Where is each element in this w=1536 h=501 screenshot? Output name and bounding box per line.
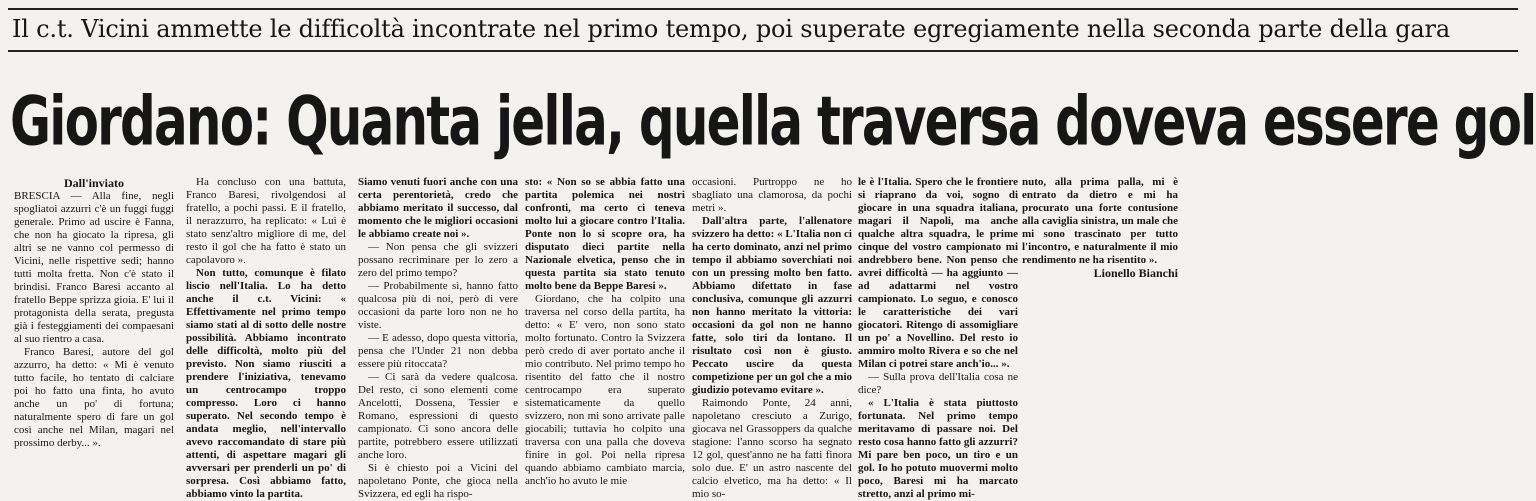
paragraph: le è l'Italia. Spero che le frontiere si riaprano da voi, sogno di giocare in una squadra italiana, magari il Napoli, ma anche qualche altra squadra, le prime cinque del vostro campionato mi andrebbero bene. Non penso che avrei difficoltà — ha aggiunto — ad adattarmi nel vostro campionato. Lo seguo, e conosco le caratteristiche dei vari giocatori. Ritengo di assomigliare un po' a Novellino. Del resto io ammiro molto Rivera e so che nel Milan ci potrei stare anch'io... ». <box>858 176 1018 370</box>
paragraph: Si è chiesto poi a Vicini del napoletano Ponte, che gioca nella Svizzera, ed egli ha rispo- <box>358 462 518 500</box>
paragraph: — Non pensa che gli svizzeri possano recriminare per lo zero a zero del primo tempo? <box>358 241 518 279</box>
kicker-rule <box>8 50 1518 52</box>
paragraph: BRESCIA — Alla fine, negli spogliatoi azzurri c'è un fuggi fuggi generale. Primo ad uscire è Fanna, che non ha giocato la ripresa, gli altri se ne vanno col permesso di Vicini, nelle rispettive sedi; hanno tutti molta fretta. Non c'è stato il brindisi. Franco Baresi accanto al fratello Beppe sprizza gioia. E' lui il protagonista della serata, pregusta già i festeggiamenti dei compaesani al suo rientro a casa. <box>14 190 174 345</box>
top-rule <box>8 8 1518 10</box>
paragraph: Non tutto, comunque è filato liscio nell'Italia. Lo ha detto anche il c.t. Vicini: « Effettivamente nel primo tempo siamo stati al di sotto delle nostre possibilità. Abbiamo incontrato delle difficoltà, molto più del previsto. Non siamo riusciti a prendere l'iniziativa, tenevamo un centrocampo troppo compresso. Loro ci hanno superato. Nel secondo tempo è andata meglio, nell'intervallo avevo raccomandato di stare più attenti, di aspettare magari gli avversari per prenderli un po' di sorpresa. Così abbiamo fatto, abbiamo vinto la partita. <box>186 267 346 500</box>
author-signature: Lionello Bianchi <box>1093 266 1178 280</box>
article-column-4 <box>525 176 685 487</box>
paragraph: sto: « Non so se abbia fatto una partita polemica nei nostri confronti, ma certo ci teneva molto lui a giocare contro l'Italia. Ponte non lo si scopre ora, ha disputato dieci partite nella Nazionale elvetica, penso che in questa partita sia stato tenuto molto bene da Beppe Baresi ». <box>525 176 685 292</box>
byline: Dall'inviato <box>63 176 124 190</box>
paragraph: Ha concluso con una battuta, Franco Baresi, rivolgendosi al fratello, a pochi passi. E il fratello, il nerazzurro, ha replicato: « Lui è stato senz'altro migliore di me, del resto il gol che ha fatto è stato un capolavoro ». <box>186 176 346 266</box>
paragraph: Siamo venuti fuori anche con una certa perentorietà, credo che abbiamo meritato il successo, dal momento che le migliori occasioni le abbiamo create noi ». <box>358 176 518 240</box>
main-headline: Giordano: Quanta jella, quella traversa doveva essere gol <box>10 82 1536 161</box>
paragraph: — Probabilmente sì, hanno fatto qualcosa più di noi, però di vere occasioni da parte loro non ne ho viste. <box>358 280 518 331</box>
article-column-2 <box>186 176 346 500</box>
paragraph: Franco Baresi, autore del gol azzurro, ha detto: « Mi è venuto tutto facile, ho tentato di calciare poi ho fatto una finta, ho avuto anche un po' di fortuna; naturalmente spero di fare un gol così anche nel Milan, magari nel prossimo derby... ». <box>14 346 174 449</box>
article-column-5 <box>692 176 852 500</box>
article-column-1 <box>14 176 174 452</box>
paragraph: Dall'altra parte, l'allenatore svizzero ha detto: « L'Italia non ci ha certo dominato, anzi nel primo tempo il abbiamo soverchiati noi con un pressing molto ben fatto. Abbiamo difettato in fase conclusiva, comunque gli azzurri non hanno meritato la vittoria: occasioni da gol non ne hanno fatte, solo tiri da lontano. Il risultato così non è giusto. Peccato uscire da questa competizione per un gol che a mio giudizio potevamo evitare ». <box>692 215 852 396</box>
article-column-3 <box>358 176 518 500</box>
article-column-7 <box>1022 176 1178 452</box>
paragraph: nuto, alla prima palla, mi è entrato da dietro e mi ha procurato una forte contusione alla caviglia sinistra, un male che mi sono trascinato per tutto l'incontro, e naturalmente il mio rendimento ne ha risentito ». <box>1022 176 1178 266</box>
kicker-headline: Il c.t. Vicini ammette le difficoltà incontrate nel primo tempo, poi superate egregiamente nella seconda parte della gara <box>12 15 1450 43</box>
article-column-6 <box>858 176 1018 500</box>
paragraph: occasioni. Purtroppo ne ho sbagliato una clamorosa, da pochi metri ». <box>692 176 852 214</box>
paragraph: — Ci sarà da vedere qualcosa. Del resto, ci sono elementi come Ancelotti, Dossena, Tessier e Romano, espressioni di questo campionato. Ci sono ancora delle partite, potrebbero essere utilizzati anche loro. <box>358 371 518 461</box>
paragraph: — Sulla prova dell'Italia cosa ne dice? <box>858 371 1018 396</box>
paragraph: « L'Italia è stata piuttosto fortunata. Nel primo tempo meritavamo di passare noi. Del resto cosa hanno fatto gli azzurri? Mi pare ben poco, un tiro e un gol. Io ho potuto muovermi molto poco, Baresi mi ha marcato stretto, anzi al primo mi- <box>858 397 1018 500</box>
paragraph: Raimondo Ponte, 24 anni, napoletano cresciuto a Zurigo, giocava nel Grassoppers da qualche stagione: l'anno scorso ha segnato 12 gol, quest'anno ne ha fatti finora solo due. E' un astro nascente del calcio elvetico, ma ha detto: « Il mio so- <box>692 397 852 500</box>
paragraph: Giordano, che ha colpito una traversa nel corso della partita, ha detto: « E' vero, non sono stato molto fortunato. Contro la Svizzera però credo di aver portato anche il mio contributo. Nel primo tempo ho risentito del fatto che il nostro centrocampo era superato sistematicamente da quello svizzero, non mi sono arrivate palle giocabili; tuttavia ho colpito una traversa con una palla che doveva finire in gol. Poi nella ripresa quando abbiamo cambiato marcia, anch'io ho avuto le mie <box>525 293 685 487</box>
paragraph: — E adesso, dopo questa vittoria, pensa che l'Under 21 non debba essere più ritoccata? <box>358 332 518 370</box>
